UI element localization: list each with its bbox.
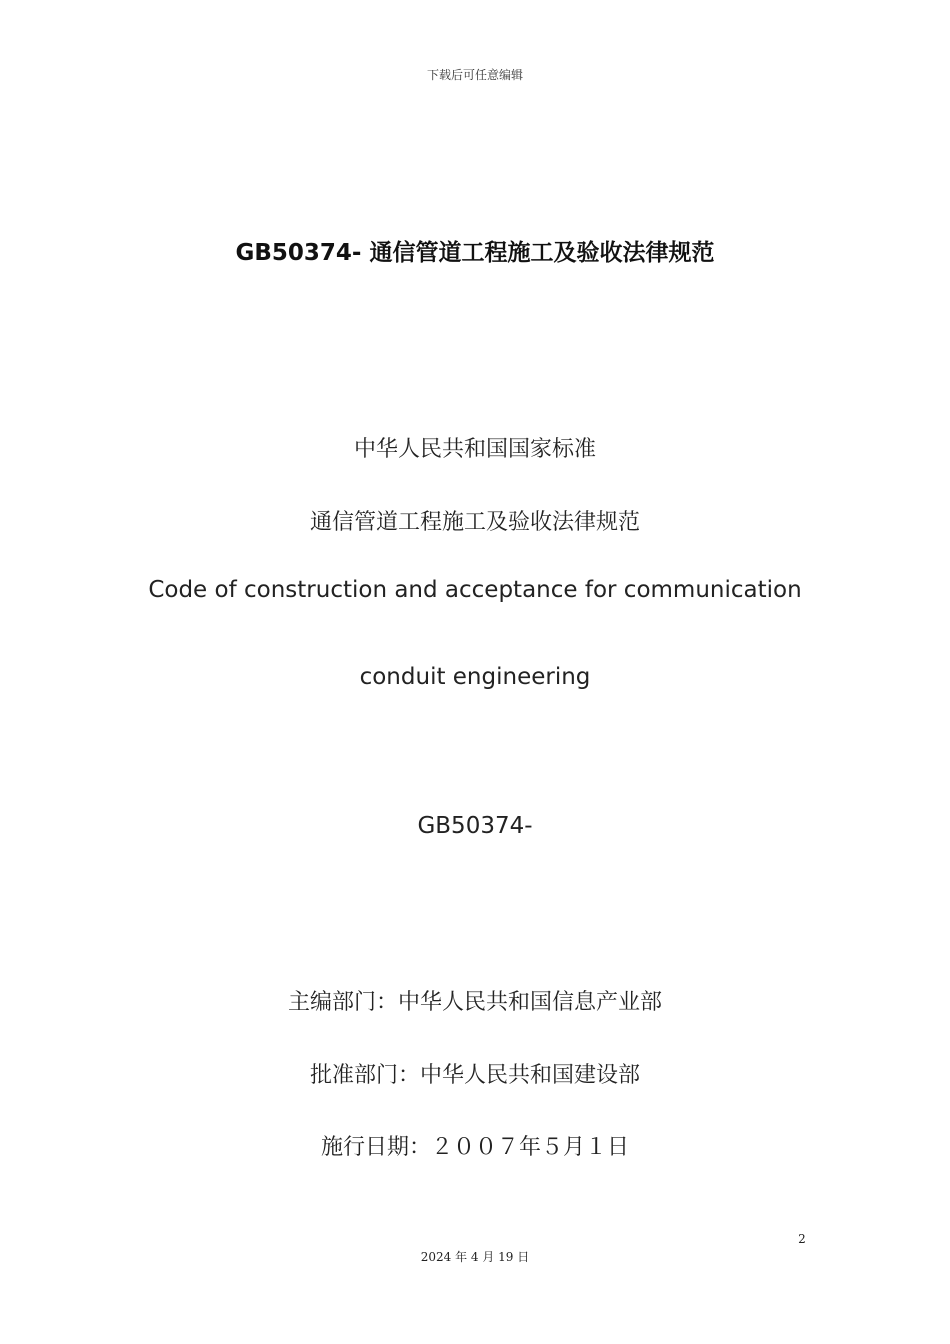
standard-name-cn: 通信管道工程施工及验收法律规范 bbox=[309, 510, 640, 535]
document-title: GB50374- 通信管道工程施工及验收法律规范 bbox=[235, 240, 715, 266]
standard-code: GB50374- bbox=[417, 813, 533, 839]
page-header: 下载后可任意编辑 bbox=[426, 68, 523, 82]
standard-line: 中华人民共和国国家标准 bbox=[353, 437, 596, 462]
editor-department: 主编部门：中华人民共和国信息产业部 bbox=[287, 990, 662, 1015]
approval-department: 批准部门：中华人民共和国建设部 bbox=[309, 1063, 640, 1088]
standard-name-en-line2: conduit engineering bbox=[359, 664, 591, 690]
standard-name-en-line1: Code of construction and acceptance for communication bbox=[148, 577, 802, 603]
page-footer-date: 2024 年 4 月 19 日 bbox=[420, 1250, 530, 1264]
effective-date: 施行日期：２００７年５月１日 bbox=[320, 1135, 629, 1160]
page-number: 2 bbox=[798, 1232, 806, 1246]
